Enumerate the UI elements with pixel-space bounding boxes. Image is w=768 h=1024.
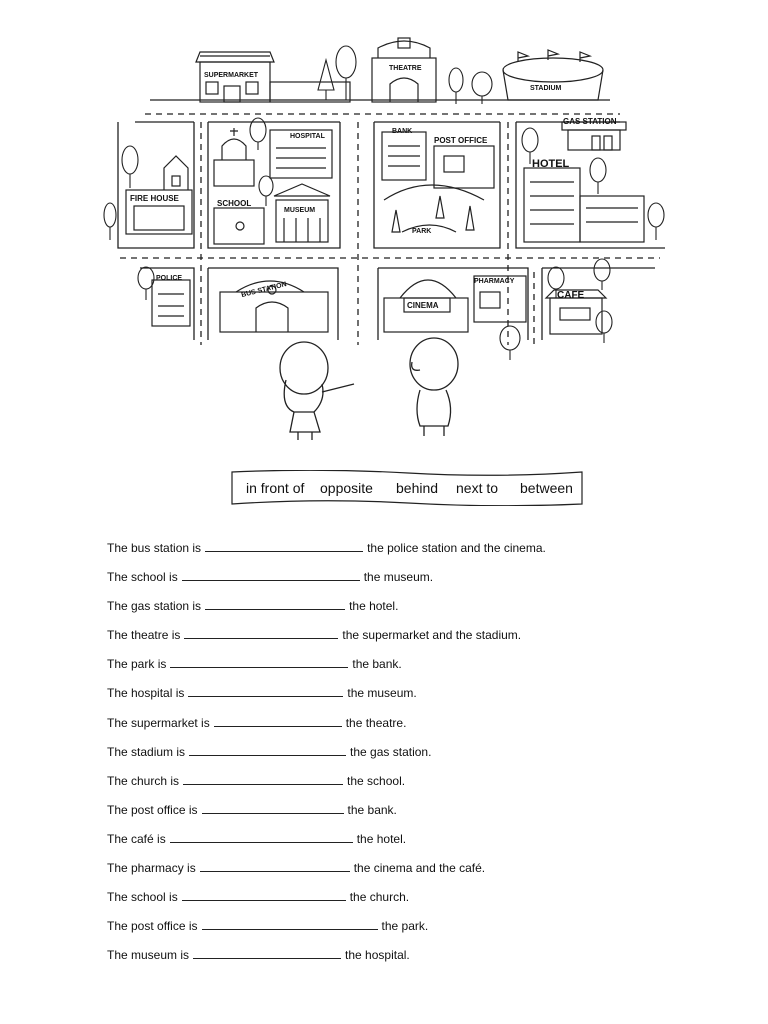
label-police: POLICE	[156, 275, 183, 282]
label-hotel: HOTEL	[532, 158, 570, 170]
exercise-list	[107, 540, 667, 976]
exercise-sentence	[107, 918, 667, 947]
police-building	[152, 280, 190, 326]
label-school: SCHOOL	[217, 199, 252, 208]
sentence-start: The church is	[107, 773, 180, 788]
label-park: PARK	[412, 228, 432, 235]
word-bank-item: in front of	[246, 480, 305, 496]
sentence-end: the park.	[381, 919, 429, 934]
answer-blank[interactable]	[189, 744, 346, 756]
sentence-end: the bank.	[352, 657, 402, 672]
answer-blank[interactable]	[200, 860, 350, 872]
label-cinema: CINEMA	[407, 301, 439, 310]
label-cafe: CAFE	[557, 290, 585, 301]
exercise-sentence	[107, 685, 667, 714]
school-building	[214, 208, 264, 244]
girl-figure	[280, 342, 354, 440]
label-stadium: STADIUM	[530, 85, 562, 92]
exercise-sentence	[107, 715, 667, 744]
sentence-start: The museum is	[107, 948, 190, 963]
label-fire-house: FIRE HOUSE	[130, 194, 179, 203]
sentence-end: the museum.	[363, 570, 434, 585]
exercise-sentence	[107, 889, 667, 918]
exercise-sentence	[107, 540, 667, 569]
exercise-sentence	[107, 656, 667, 685]
answer-blank[interactable]	[170, 831, 353, 843]
answer-blank[interactable]	[184, 627, 338, 639]
sentence-start: The post office is	[107, 802, 198, 817]
park-area	[384, 185, 484, 232]
word-bank-item: next to	[456, 480, 499, 496]
sentence-end: the bank.	[347, 802, 397, 817]
sentence-start: The school is	[107, 890, 178, 905]
answer-blank[interactable]	[183, 773, 343, 785]
word-bank-item: opposite	[320, 480, 373, 496]
exercise-sentence	[107, 773, 667, 802]
sentence-end: the supermarket and the stadium.	[342, 628, 522, 643]
answer-blank[interactable]	[214, 715, 342, 727]
sentence-start: The stadium is	[107, 744, 186, 759]
answer-blank[interactable]	[188, 685, 343, 697]
answer-blank[interactable]	[202, 918, 378, 930]
answer-blank[interactable]	[182, 889, 346, 901]
sentence-start: The bus station is	[107, 541, 202, 555]
sentence-start: The supermarket is	[107, 715, 210, 730]
sentence-start: The theatre is	[107, 628, 181, 643]
church-building	[214, 128, 254, 186]
sentence-start: The hospital is	[107, 686, 185, 701]
label-museum: MUSEUM	[284, 207, 316, 214]
stadium-building	[503, 50, 603, 100]
label-hospital: HOSPITAL	[290, 133, 325, 140]
label-theatre: THEATRE	[389, 65, 422, 72]
sentence-start: The gas station is	[107, 599, 202, 614]
sentence-end: the cinema and the café.	[353, 861, 486, 876]
label-bank: BANK	[392, 128, 413, 135]
word-bank-item: behind	[396, 480, 439, 496]
answer-blank[interactable]	[193, 947, 341, 959]
exercise-sentence	[107, 831, 667, 860]
label-pharmacy: PHARMACY	[474, 278, 515, 285]
answer-blank[interactable]	[170, 656, 348, 668]
label-supermarket: SUPERMARKET	[204, 72, 259, 79]
exercise-sentence	[107, 744, 667, 773]
sentence-end: the school.	[347, 773, 406, 788]
boy-figure	[410, 338, 458, 436]
bank-building	[382, 132, 426, 180]
sentence-end: the hotel.	[349, 599, 399, 614]
answer-blank[interactable]	[205, 598, 345, 610]
gas-station-building	[562, 122, 626, 150]
sentence-end: the museum.	[347, 686, 417, 701]
sentence-start: The post office is	[107, 919, 198, 934]
sentence-start: The school is	[107, 570, 178, 585]
exercise-sentence	[107, 947, 667, 976]
label-gas-station: GAS STATION	[563, 117, 617, 126]
post-office-building	[434, 146, 494, 188]
sentence-end: the theatre.	[345, 715, 407, 730]
hotel-building	[524, 168, 644, 242]
sentence-start: The park is	[107, 657, 167, 672]
exercise-sentence	[107, 802, 667, 831]
sentence-end: the hotel.	[356, 831, 407, 846]
sentence-start: The pharmacy is	[107, 861, 196, 876]
answer-blank[interactable]	[205, 540, 363, 552]
exercise-sentence	[107, 569, 667, 598]
exercise-sentence	[107, 860, 667, 889]
label-bus-station: BUS STATION	[240, 281, 288, 300]
exercise-sentence	[107, 598, 667, 627]
answer-blank[interactable]	[202, 802, 344, 814]
sentence-end: the hospital.	[345, 948, 410, 963]
label-post-office: POST OFFICE	[434, 136, 488, 145]
word-bank-item: between	[520, 480, 573, 496]
answer-blank[interactable]	[182, 569, 360, 581]
exercise-sentence	[107, 627, 667, 656]
sentence-end: the police station and the cinema.	[367, 541, 546, 555]
sentence-end: the gas station.	[350, 744, 432, 759]
sentence-end: the church.	[349, 890, 410, 905]
sentence-start: The café is	[107, 831, 166, 846]
word-bank	[230, 470, 584, 506]
town-map-illustration	[0, 0, 768, 450]
